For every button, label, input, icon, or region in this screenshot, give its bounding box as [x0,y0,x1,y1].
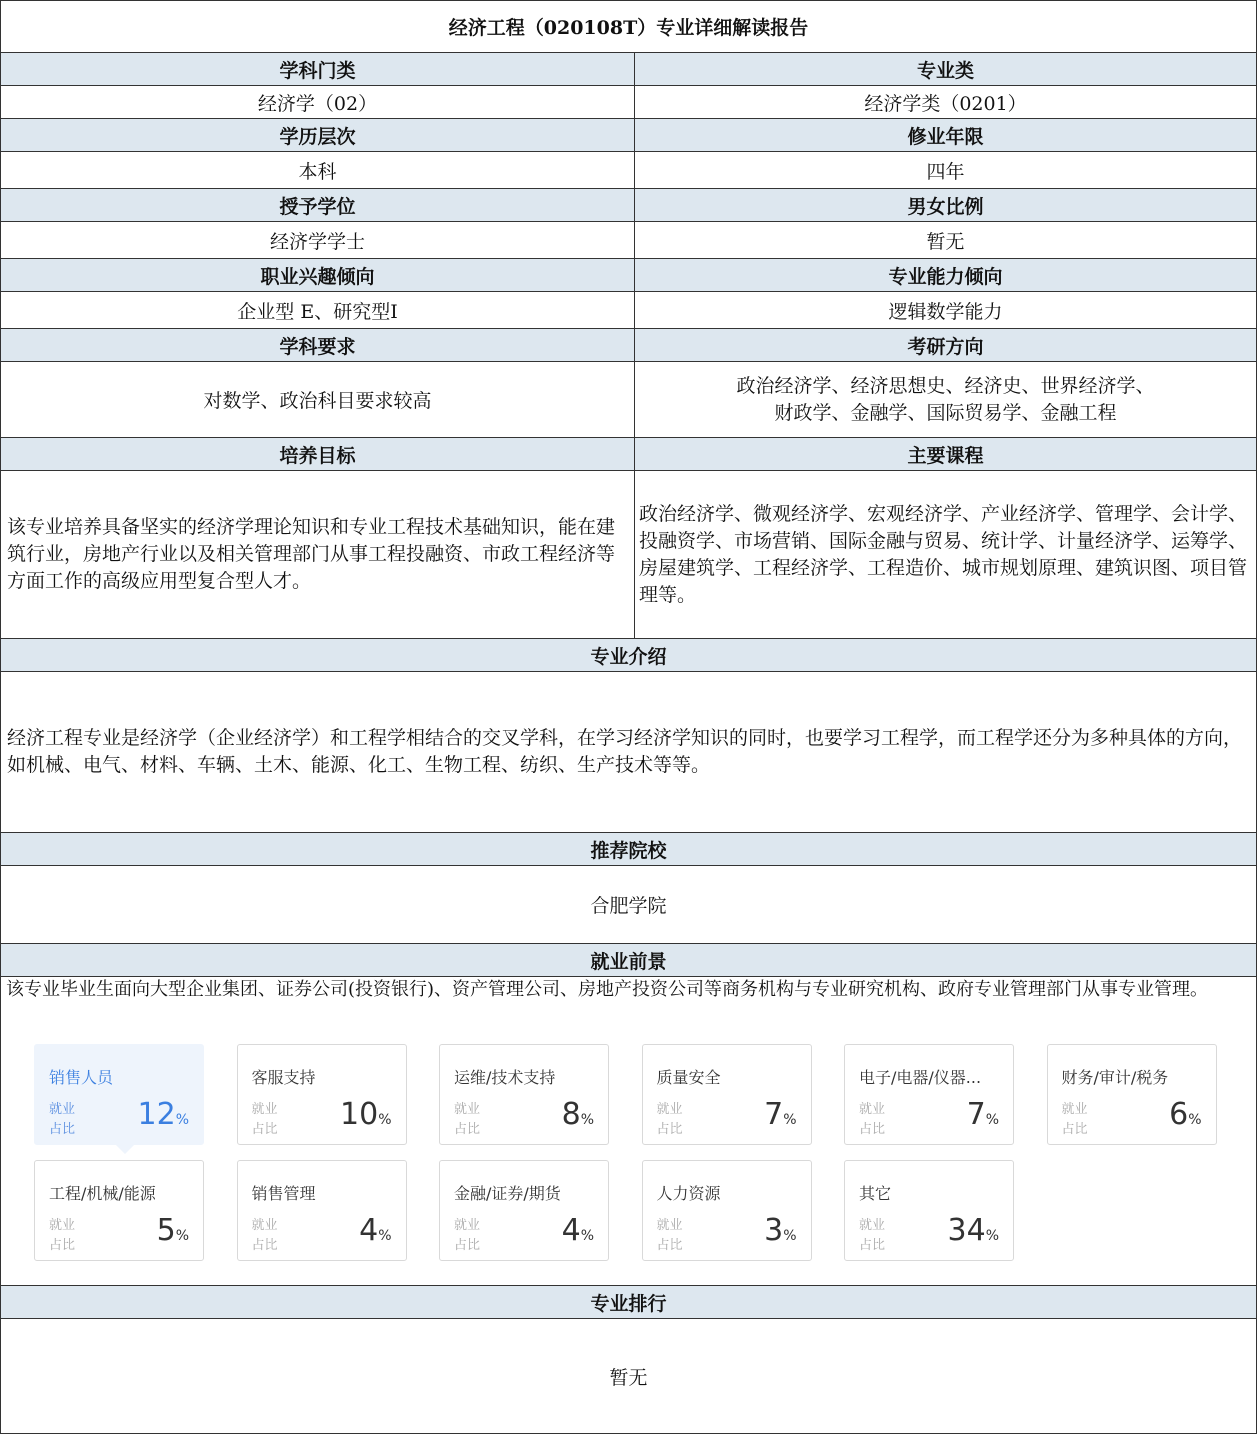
value-main-courses: 政治经济学、微观经济学、宏观经济学、产业经济学、管理学、会计学、投融资学、市场营销、国际金融与贸易、统计学、计量经济学、运筹学、房屋建筑学、工程经济学、工程造价、城市规划原理、建筑识图、项目管理等。 [639,502,1248,606]
employment-card-unit: % [985,1228,999,1244]
employment-card[interactable] [237,1044,407,1145]
employment-card[interactable] [642,1160,812,1261]
share-label-line-2: 占比 [49,1122,76,1137]
employment-card-value: 7 [764,1097,784,1132]
employment-card-name: 其它 [859,1184,892,1203]
value-row-6 [0,470,1257,638]
employment-card-unit: % [175,1228,189,1244]
employment-card-percentage [764,1097,796,1132]
employment-card-share-label [657,1100,697,1140]
employment-card-unit: % [985,1112,999,1128]
employment-card-name: 运维/技术支持 [454,1068,556,1087]
employment-card-percentage [138,1097,190,1132]
employment-card-name: 人力资源 [656,1184,721,1203]
employment-card[interactable] [844,1044,1014,1145]
share-label-line-1: 就业 [656,1102,683,1117]
share-label-line-2: 占比 [859,1122,886,1137]
employment-card[interactable] [1047,1044,1217,1145]
employment-card-unit: % [580,1112,594,1128]
label-study-years: 修业年限 [907,125,984,148]
header-row-1 [0,52,1257,85]
employment-card-value: 4 [561,1213,581,1248]
label-degree: 授予学位 [1,189,635,221]
employment-card-name: 质量安全 [656,1068,721,1087]
employment-card-unit: % [378,1112,392,1128]
share-label-line-1: 就业 [251,1102,278,1117]
label-education-level: 学历层次 [1,119,635,151]
employment-card[interactable] [439,1044,609,1145]
share-label-line-1: 就业 [49,1218,76,1233]
label-ranking: 专业排行 [590,1292,667,1315]
employment-card-share-label [657,1216,697,1256]
employment-card-value: 5 [156,1213,176,1248]
value-row-5 [0,361,1257,437]
employment-card-share-label [1062,1100,1102,1140]
label-career-interest: 职业兴趣倾向 [1,259,635,291]
employment-card-name: 电子/电器/仪器... [859,1068,982,1087]
employment-card-unit: % [783,1112,797,1128]
label-subject-requirements: 学科要求 [1,329,635,361]
employment-card-share-label [859,1100,899,1140]
label-main-courses: 主要课程 [907,444,984,467]
label-discipline: 学科门类 [1,53,635,85]
share-label-line-1: 就业 [454,1102,481,1117]
header-row-3 [0,188,1257,221]
employment-card-unit: % [175,1112,189,1128]
employment-card-share-label [859,1216,899,1256]
employment-card-name: 客服支持 [251,1068,316,1087]
share-label-line-2: 占比 [251,1122,278,1137]
value-degree: 经济学学士 [1,222,635,258]
employment-card[interactable] [34,1160,204,1261]
share-label-line-1: 就业 [454,1218,481,1233]
employment-card[interactable] [439,1160,609,1261]
report-title: 经济工程（020108T）专业详细解读报告 [448,17,809,39]
employment-card-percentage [157,1213,189,1248]
employment-card-value: 4 [359,1213,379,1248]
value-ranking: 暂无 [609,1366,648,1389]
employment-card[interactable] [642,1044,812,1145]
employment-section [0,976,1257,1285]
value-training-goal: 该专业培养具备坚实的经济学理论知识和专业工程技术基础知识，能在建筑行业，房地产行业以及相关管理部门从事工程投融资、市政工程经济等方面工作的高级应用型复合型人才。 [1,471,635,638]
employment-card-percentage [1169,1097,1201,1132]
value-intro: 经济工程专业是经济学（企业经济学）和工程学相结合的交叉学科，在学习经济学知识的同时，也要学习工程学，而工程学还分为多种具体的方向，如机械、电气、材料、车辆、土木、能源、化工、生物工程、纺织、生产技术等等。 [7,727,1243,776]
share-label-line-1: 就业 [656,1218,683,1233]
share-label-line-1: 就业 [49,1102,76,1117]
share-label-line-2: 占比 [454,1238,481,1253]
share-label-line-2: 占比 [859,1238,886,1253]
value-major-class: 经济学类（0201） [864,92,1027,115]
value-row-2 [0,151,1257,188]
value-gender-ratio: 暂无 [926,230,965,253]
header-intro [0,638,1257,671]
header-employment [0,943,1257,976]
value-schools: 合肥学院 [590,895,667,917]
employment-card-name: 工程/机械/能源 [49,1184,156,1203]
share-label-line-2: 占比 [49,1238,76,1253]
employment-card-share-label [454,1216,494,1256]
header-row-6 [0,437,1257,470]
employment-card-share-label [49,1100,89,1140]
employment-card-unit: % [783,1228,797,1244]
active-card-pointer [115,1144,135,1154]
share-label-line-2: 占比 [656,1238,683,1253]
employment-card-percentage [764,1213,796,1248]
value-row-4 [0,291,1257,328]
share-label-line-1: 就业 [1061,1102,1088,1117]
value-education-level: 本科 [1,152,635,188]
employment-card-share-label [454,1100,494,1140]
value-ranking-row [0,1318,1257,1434]
employment-card-share-label [252,1100,292,1140]
employment-card-percentage [562,1097,594,1132]
employment-card-name: 金融/证券/期货 [454,1184,561,1203]
postgrad-directions-line-1: 政治经济学、经济思想史、经济史、世界经济学、 [736,374,1155,397]
share-label-line-2: 占比 [454,1122,481,1137]
header-row-4 [0,258,1257,291]
header-row-5 [0,328,1257,361]
share-label-line-1: 就业 [251,1218,278,1233]
value-postgrad-directions [635,362,1256,437]
employment-card-value: 8 [561,1097,581,1132]
value-career-interest: 企业型 E、研究型I [1,292,635,328]
value-study-years: 四年 [926,160,965,183]
employment-card-name: 销售人员 [49,1068,114,1087]
share-label-line-1: 就业 [859,1102,886,1117]
employment-card-name: 财务/审计/税务 [1061,1068,1169,1087]
employment-card-value: 12 [137,1097,176,1132]
share-label-line-2: 占比 [1061,1122,1088,1137]
share-label-line-1: 就业 [859,1218,886,1233]
label-employment: 就业前景 [590,950,667,973]
employment-card-unit: % [378,1228,392,1244]
employment-card-percentage [967,1097,999,1132]
value-intro-row [0,671,1257,832]
report-title-row [0,0,1257,52]
employment-card-name: 销售管理 [251,1184,316,1203]
header-row-2 [0,118,1257,151]
share-label-line-2: 占比 [656,1122,683,1137]
label-gender-ratio: 男女比例 [907,195,984,218]
employment-card-value: 3 [764,1213,784,1248]
postgrad-directions-line-2: 财政学、金融学、国际贸易学、金融工程 [774,401,1117,424]
employment-card-value: 10 [340,1097,379,1132]
value-discipline: 经济学（02） [1,86,635,118]
employment-card[interactable] [237,1160,407,1261]
value-ability-tendency: 逻辑数学能力 [888,300,1003,323]
value-row-1 [0,85,1257,118]
label-training-goal: 培养目标 [1,438,635,470]
employment-card-share-label [49,1216,89,1256]
employment-card-percentage [948,1213,1000,1248]
employment-card-value: 6 [1169,1097,1189,1132]
employment-card-percentage [359,1213,391,1248]
label-major-class: 专业类 [916,59,974,82]
employment-card[interactable] [844,1160,1014,1261]
employment-card-unit: % [580,1228,594,1244]
label-postgrad-directions: 考研方向 [907,335,984,358]
employment-card-value: 7 [966,1097,986,1132]
value-subject-requirements: 对数学、政治科目要求较高 [1,362,635,437]
header-schools [0,832,1257,865]
employment-card-unit: % [1188,1112,1202,1128]
value-schools-row [0,865,1257,943]
employment-card-share-label [252,1216,292,1256]
label-ability-tendency: 专业能力倾向 [888,265,1003,288]
share-label-line-2: 占比 [251,1238,278,1253]
employment-card-percentage [562,1213,594,1248]
employment-card-value: 34 [947,1213,986,1248]
employment-card-percentage [340,1097,392,1132]
header-ranking [0,1285,1257,1318]
employment-card[interactable] [34,1044,204,1145]
value-employment-text: 该专业毕业生面向大型企业集团、证券公司(投资银行)、资产管理公司、房地产投资公司等商务机构与专业研究机构、政府专业管理部门从事专业管理。 [6,979,1209,1000]
value-row-3 [0,221,1257,258]
label-schools: 推荐院校 [590,839,667,862]
label-intro: 专业介绍 [590,645,667,668]
